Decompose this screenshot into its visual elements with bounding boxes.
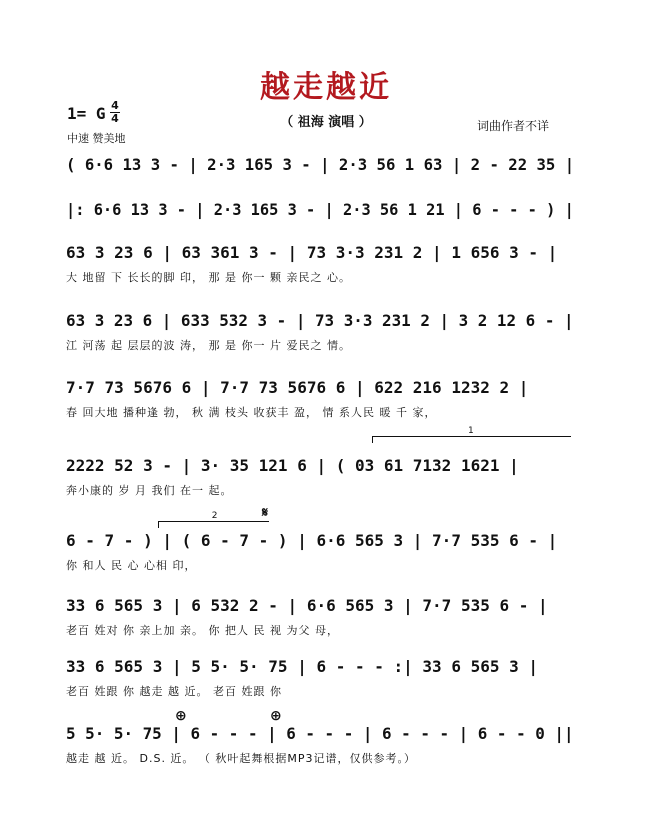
coda-mark: ⊕ (175, 708, 187, 724)
volta-bracket-1 (372, 426, 571, 443)
notation-line: |: 6·6 13 3 - | 2·3 165 3 - | 2·3 56 1 21 | 6 - - - ) | (66, 200, 574, 219)
composer-credit: 词曲作者不详 (477, 119, 550, 133)
lyrics-line: 春 回大地 播种逢 勃， 秋 满 枝头 收获丰 盈， 情 系人民 暖 千 家， (66, 406, 437, 419)
notation-line: 63 3 23 6 | 63 361 3 - | 73 3·3 231 2 | 1 656 3 - | (66, 243, 558, 262)
key-signature: 1= G (67, 104, 106, 123)
time-numerator: 4 (111, 99, 119, 112)
volta-number: 2 (211, 511, 218, 521)
time-denominator: 4 (111, 112, 119, 125)
lyrics-line: 你 和人 民 心 心相 印， (66, 559, 197, 572)
lyrics-line: 江 河荡 起 层层的波 涛， 那 是 你一 片 爱民之 情。 (66, 339, 351, 352)
notation-line: ( 6·6 13 3 - | 2·3 165 3 - | 2·3 56 1 63 | 2 - 22 35 | (66, 155, 575, 174)
volta-number: 1 (468, 426, 474, 436)
coda-mark: ⊕ (270, 708, 282, 724)
notation-line: 6 - 7 - ) | ( 6 - 7 - ) | 6·6 565 3 | 7·7 535 6 - | (66, 531, 558, 550)
song-title: 越走越近 (260, 70, 392, 105)
singer-credit: （ 祖海 演唱 ） (280, 115, 372, 130)
time-signature (110, 100, 120, 125)
notation-line: 33 6 565 3 | 6 532 2 - | 6·6 565 3 | 7·7 535 6 - | (66, 596, 548, 615)
notation-line: 2222 52 3 - | 3· 35 121 6 | ( 03 61 7132 1621 | (66, 456, 519, 475)
lyrics-line: 越走 越 近。 D.S. 近。 （ 秋叶起舞根据MP3记谱，仅供参考。） (66, 752, 417, 765)
lyrics-line: 老百 姓对 你 亲上加 亲。 你 把人 民 视 为父 母， (66, 624, 339, 637)
volta-bracket-2 (158, 511, 269, 528)
notation-line: 63 3 23 6 | 633 532 3 - | 73 3·3 231 2 | 3 2 12 6 - | (66, 311, 574, 330)
tempo-marking: 中速 赞美地 (67, 132, 126, 145)
notation-line: 5 5· 5· 75 | 6 - - - | 6 - - - | 6 - - - | 6 - - 0 || (66, 724, 574, 743)
segno-mark: 𝄋 (262, 505, 269, 521)
notation-line: 33 6 565 3 | 5 5· 5· 75 | 6 - - - :| 33 6 565 3 | (66, 657, 539, 676)
lyrics-line: 奔小康的 岁 月 我们 在一 起。 (66, 484, 233, 497)
notation-line: 7·7 73 5676 6 | 7·7 73 5676 6 | 622 216 1232 2 | (66, 378, 529, 397)
lyrics-line: 大 地留 下 长长的脚 印， 那 是 你一 颗 亲民之 心。 (66, 271, 351, 284)
lyrics-line: 老百 姓跟 你 越走 越 近。 老百 姓跟 你 (66, 685, 282, 698)
